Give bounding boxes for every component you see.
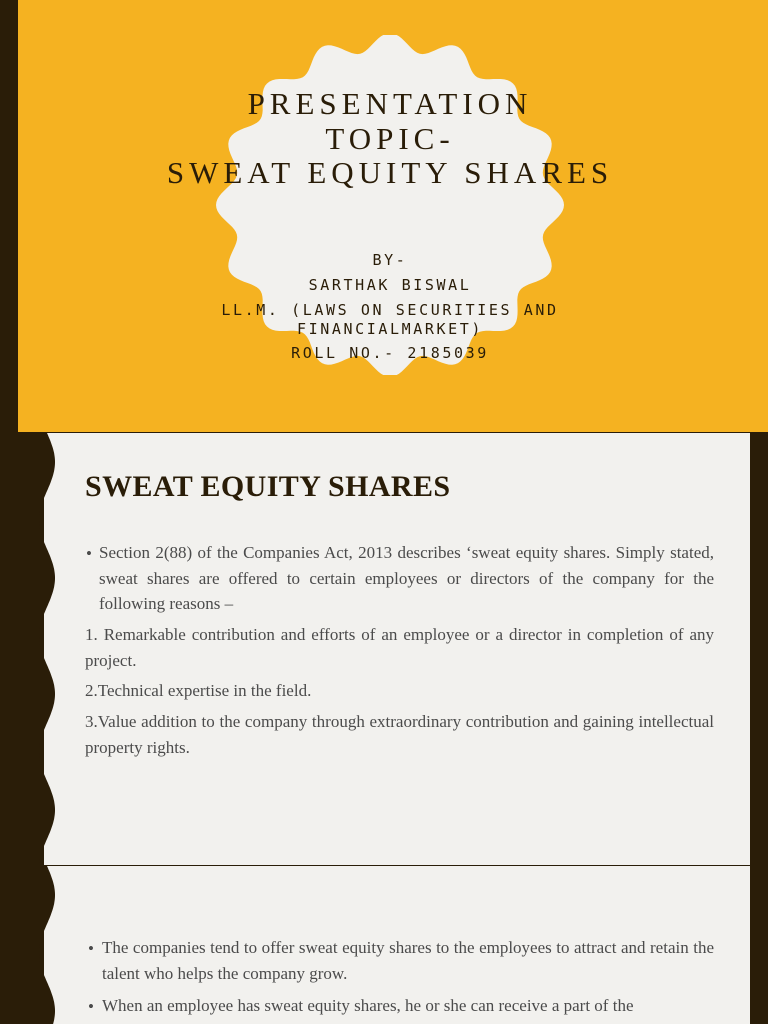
left-accent-bar [0, 0, 18, 432]
wavy-left-edge [0, 866, 70, 1024]
bullet-marker: • [88, 939, 94, 958]
right-edge-strip [750, 433, 768, 865]
course-line2: FINANCIALMARKET) [296, 320, 484, 338]
slide-title: SWEAT EQUITY SHARES [85, 470, 451, 503]
presentation-title-line1: PRESENTATION [247, 86, 533, 121]
benefit-paragraph: The companies tend to offer sweat equity shares to the employees to attract and retain the talent who helps the company grow. [102, 938, 714, 983]
by-label: BY- [372, 251, 408, 269]
presentation-title-line2: TOPIC- [325, 121, 455, 156]
bullet-marker: • [86, 544, 92, 563]
course-line1: LL.M. (LAWS ON SECURITIES AND [221, 301, 559, 319]
intro-paragraph: Section 2(88) of the Companies Act, 2013 describes ‘sweat equity shares. Simply stated, sweat shares are offered to certain employees or directors of the company for the following reasons – [99, 543, 714, 613]
reason-item: 1. Remarkable contribution and efforts of an employee or a director in completion of any project. [85, 625, 714, 670]
author-name: SARTHAK BISWAL [308, 276, 472, 294]
definition-slide [0, 433, 768, 865]
reason-item: 2.Technical expertise in the field. [85, 681, 312, 700]
roll-number: ROLL NO.- 2185039 [291, 344, 489, 362]
bullet-marker: • [88, 997, 94, 1016]
title-slide [0, 0, 768, 432]
reason-item: 3.Value addition to the company through extraordinary contribution and gaining intellectual property rights. [85, 712, 714, 757]
presentation-title-line3: SWEAT EQUITY SHARES [166, 155, 614, 190]
wavy-left-edge [0, 433, 70, 865]
right-edge-strip [750, 866, 768, 1024]
benefit-paragraph: When an employee has sweat equity shares, he or she can receive a part of the [102, 996, 634, 1015]
benefits-slide [0, 866, 768, 1024]
